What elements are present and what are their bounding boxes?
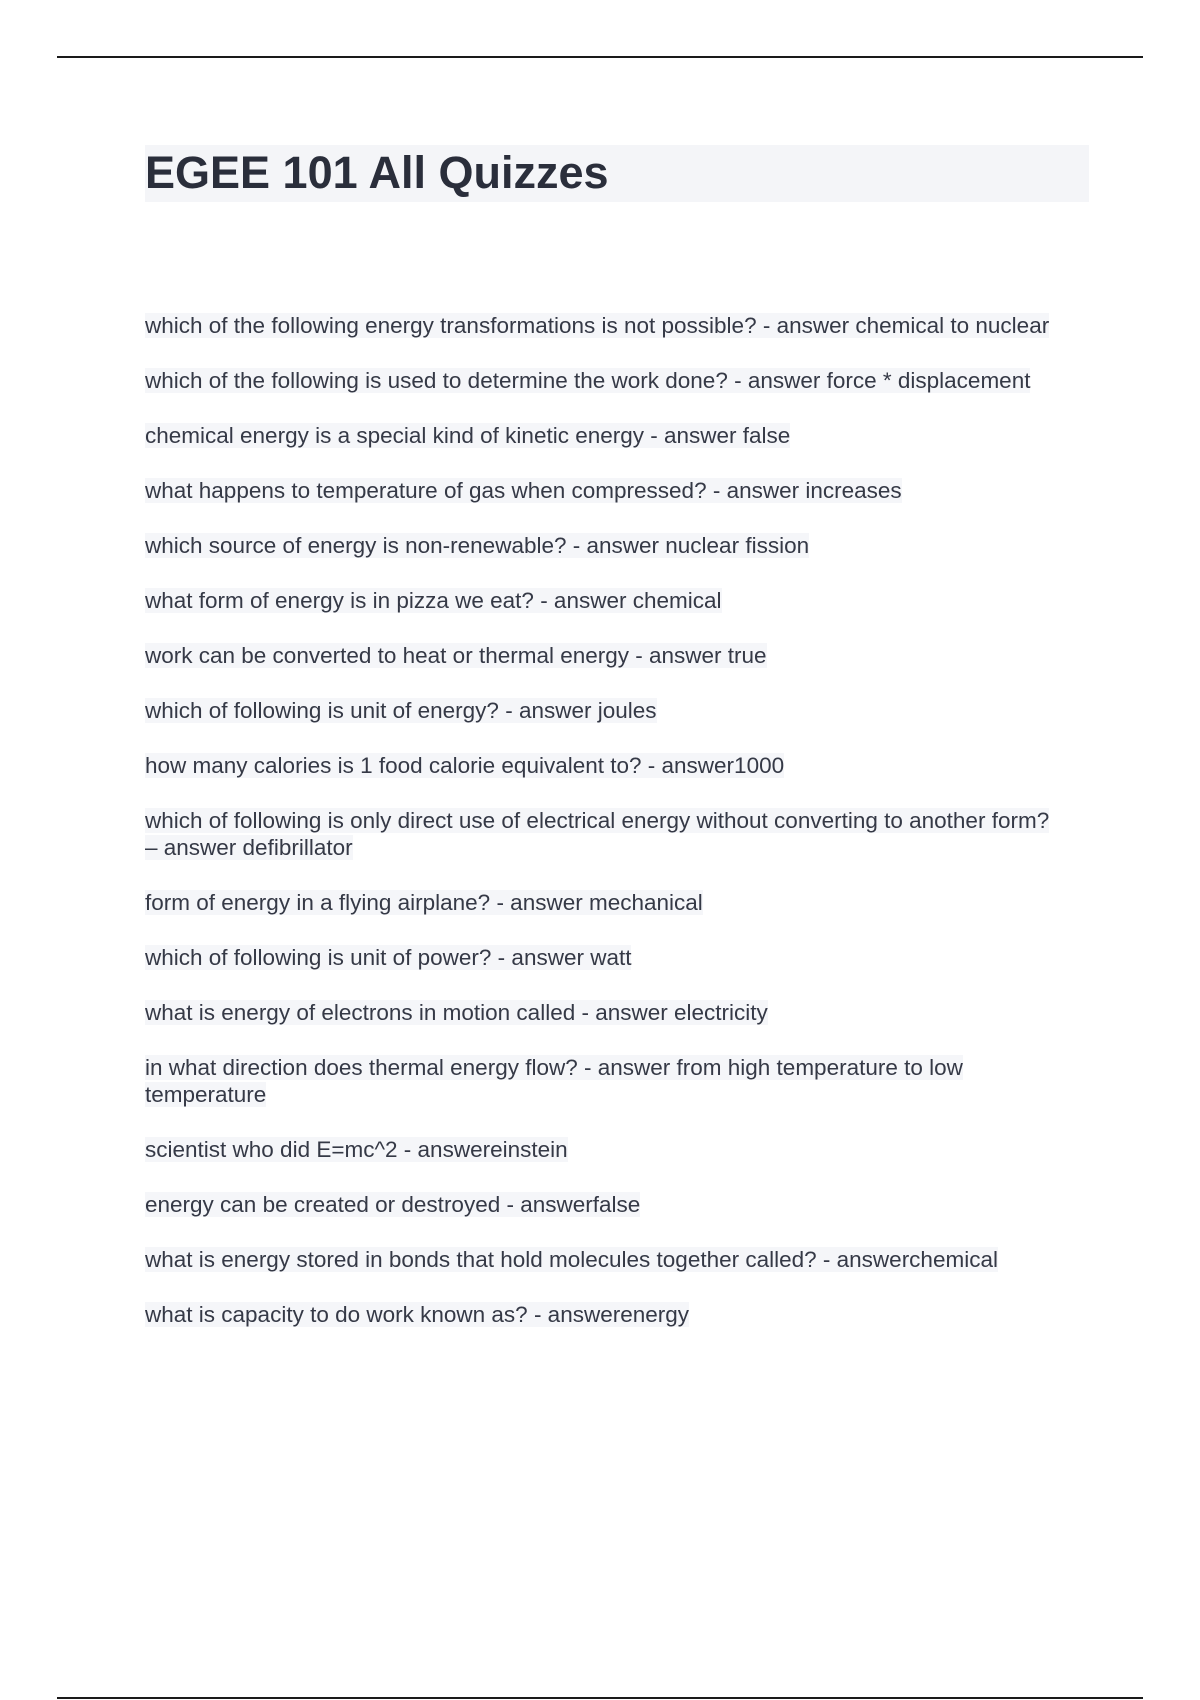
quiz-item-text: which of following is unit of power? - answer watt: [145, 945, 632, 970]
quiz-item: [145, 1246, 1065, 1273]
quiz-item: [145, 944, 1065, 971]
quiz-item-text: what is energy of electrons in motion called - answer electricity: [145, 1000, 768, 1025]
quiz-item-text: which of the following energy transformations is not possible? - answer chemical to nuclear: [145, 313, 1050, 338]
quiz-item: [145, 422, 1065, 449]
bottom-rule: [57, 1697, 1143, 1699]
quiz-item-text: which of following is only direct use of electrical energy without converting to another form? – answer defibrillator: [145, 808, 1050, 860]
quiz-item-text: in what direction does thermal energy flow? - answer from high temperature to low temperature: [145, 1055, 963, 1107]
quiz-item-text: work can be converted to heat or thermal energy - answer true: [145, 643, 767, 668]
quiz-item: [145, 697, 1065, 724]
quiz-item: [145, 752, 1065, 779]
quiz-item-text: what is energy stored in bonds that hold molecules together called? - answerchemical: [145, 1247, 998, 1272]
quiz-item: [145, 1191, 1065, 1218]
quiz-item: [145, 1054, 1065, 1108]
quiz-item-text: what happens to temperature of gas when compressed? - answer increases: [145, 478, 902, 503]
top-rule: [57, 56, 1143, 58]
quiz-item: [145, 1301, 1065, 1328]
quiz-item-text: form of energy in a flying airplane? - answer mechanical: [145, 890, 703, 915]
quiz-item: [145, 312, 1065, 339]
quiz-item: [145, 532, 1065, 559]
quiz-item: [145, 367, 1065, 394]
quiz-item-text: what form of energy is in pizza we eat? - answer chemical: [145, 588, 722, 613]
quiz-item: [145, 477, 1065, 504]
quiz-item-text: how many calories is 1 food calorie equivalent to? - answer1000: [145, 753, 785, 778]
quiz-item: [145, 807, 1065, 861]
quiz-item-text: chemical energy is a special kind of kinetic energy - answer false: [145, 423, 791, 448]
quiz-item-text: which of following is unit of energy? - answer joules: [145, 698, 657, 723]
page-title: EGEE 101 All Quizzes: [145, 147, 609, 198]
quiz-item: [145, 889, 1065, 916]
quiz-item: [145, 587, 1065, 614]
quiz-item-text: energy can be created or destroyed - answerfalse: [145, 1192, 641, 1217]
quiz-item-text: what is capacity to do work known as? - answerenergy: [145, 1302, 690, 1327]
quiz-item: [145, 999, 1065, 1026]
quiz-item-text: which source of energy is non-renewable? - answer nuclear fission: [145, 533, 810, 558]
quiz-question-list: [145, 312, 1065, 1356]
quiz-item-text: scientist who did E=mc^2 - answereinstein: [145, 1137, 568, 1162]
quiz-item: [145, 642, 1065, 669]
quiz-item-text: which of the following is used to determine the work done? - answer force * displacement: [145, 368, 1031, 393]
quiz-item: [145, 1136, 1065, 1163]
